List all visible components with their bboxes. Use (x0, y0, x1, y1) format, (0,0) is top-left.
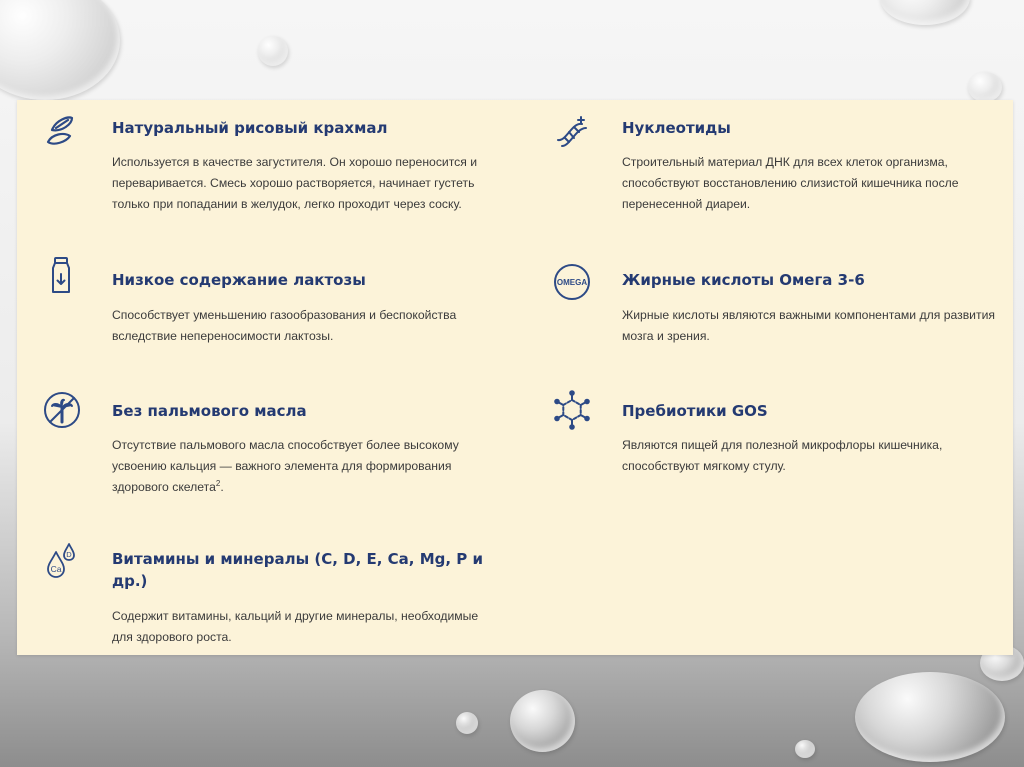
feature-title: Низкое содержание лактозы (112, 271, 366, 289)
vitamin-drops-icon (42, 540, 82, 580)
feature-description (112, 435, 502, 498)
feature-description: Строительный материал ДНК для всех клеток организма, способствуют восстановлению слизистой кишечника после перенесенной диареи. (622, 155, 959, 211)
water-drop-decoration (855, 672, 1005, 762)
feature-description: Способствует уменьшению газообразования и беспокойства вследствие непереносимости лактозы. (112, 308, 457, 343)
features-panel (17, 100, 1013, 655)
omega-icon-label: OMEGA (556, 278, 588, 287)
water-drop-decoration (258, 36, 288, 66)
feature-description-end: . (220, 480, 224, 494)
water-drop-decoration (880, 0, 970, 25)
water-drop-decoration (0, 0, 120, 100)
molecule-icon (552, 390, 592, 430)
dna-icon (552, 112, 592, 152)
footnote-marker: 2 (215, 478, 221, 488)
feature-rice-starch (42, 112, 482, 252)
rice-grain-icon (42, 112, 82, 152)
feature-title: Нуклеотиды (622, 119, 731, 137)
feature-no-palm-oil (42, 390, 482, 510)
feature-description: Используется в качестве загустителя. Он хорошо переносится и переваривается. Смесь хорошо растворяется, начинает густеть только при попадании в желудок, легко проходит через соску. (112, 155, 478, 211)
feature-prebiotics (552, 390, 992, 510)
calcium-icon-label: Ca (50, 564, 62, 574)
feature-description: Содержит витамины, кальций и другие минералы, необходимые для здорового роста. (112, 609, 479, 644)
water-drop-decoration (795, 740, 815, 758)
feature-description: Являются пищей для полезной микрофлоры кишечника, способствуют мягкому стулу. (622, 438, 943, 473)
water-drop-decoration (968, 72, 1002, 102)
no-palm-oil-icon (42, 390, 82, 430)
water-drop-decoration (456, 712, 478, 734)
feature-title: Натуральный рисовый крахмал (112, 119, 388, 137)
feature-description: Жирные кислоты являются важными компонентами для развития мозга и зрения. (622, 308, 995, 343)
feature-title: Пребиотики GOS (622, 402, 768, 420)
feature-description-text: Отсутствие пальмового масла способствует более высокому усвоению кальция — важного элемента для формирования здорового скелета (112, 438, 459, 494)
milk-bottle-icon (42, 256, 82, 296)
feature-vitamins (42, 540, 482, 650)
feature-title: Без пальмового масла (112, 402, 307, 420)
omega-badge-icon (552, 262, 592, 302)
vitamin-d-icon-label: D (66, 550, 72, 559)
feature-omega (552, 256, 995, 366)
feature-low-lactose (42, 256, 482, 366)
feature-title: Витамины и минералы (C, D, E, Ca, Mg, P и др.) (112, 550, 484, 590)
water-drop-decoration (510, 690, 575, 752)
feature-title: Жирные кислоты Омега 3-6 (622, 271, 865, 289)
feature-nucleotides (552, 112, 992, 252)
